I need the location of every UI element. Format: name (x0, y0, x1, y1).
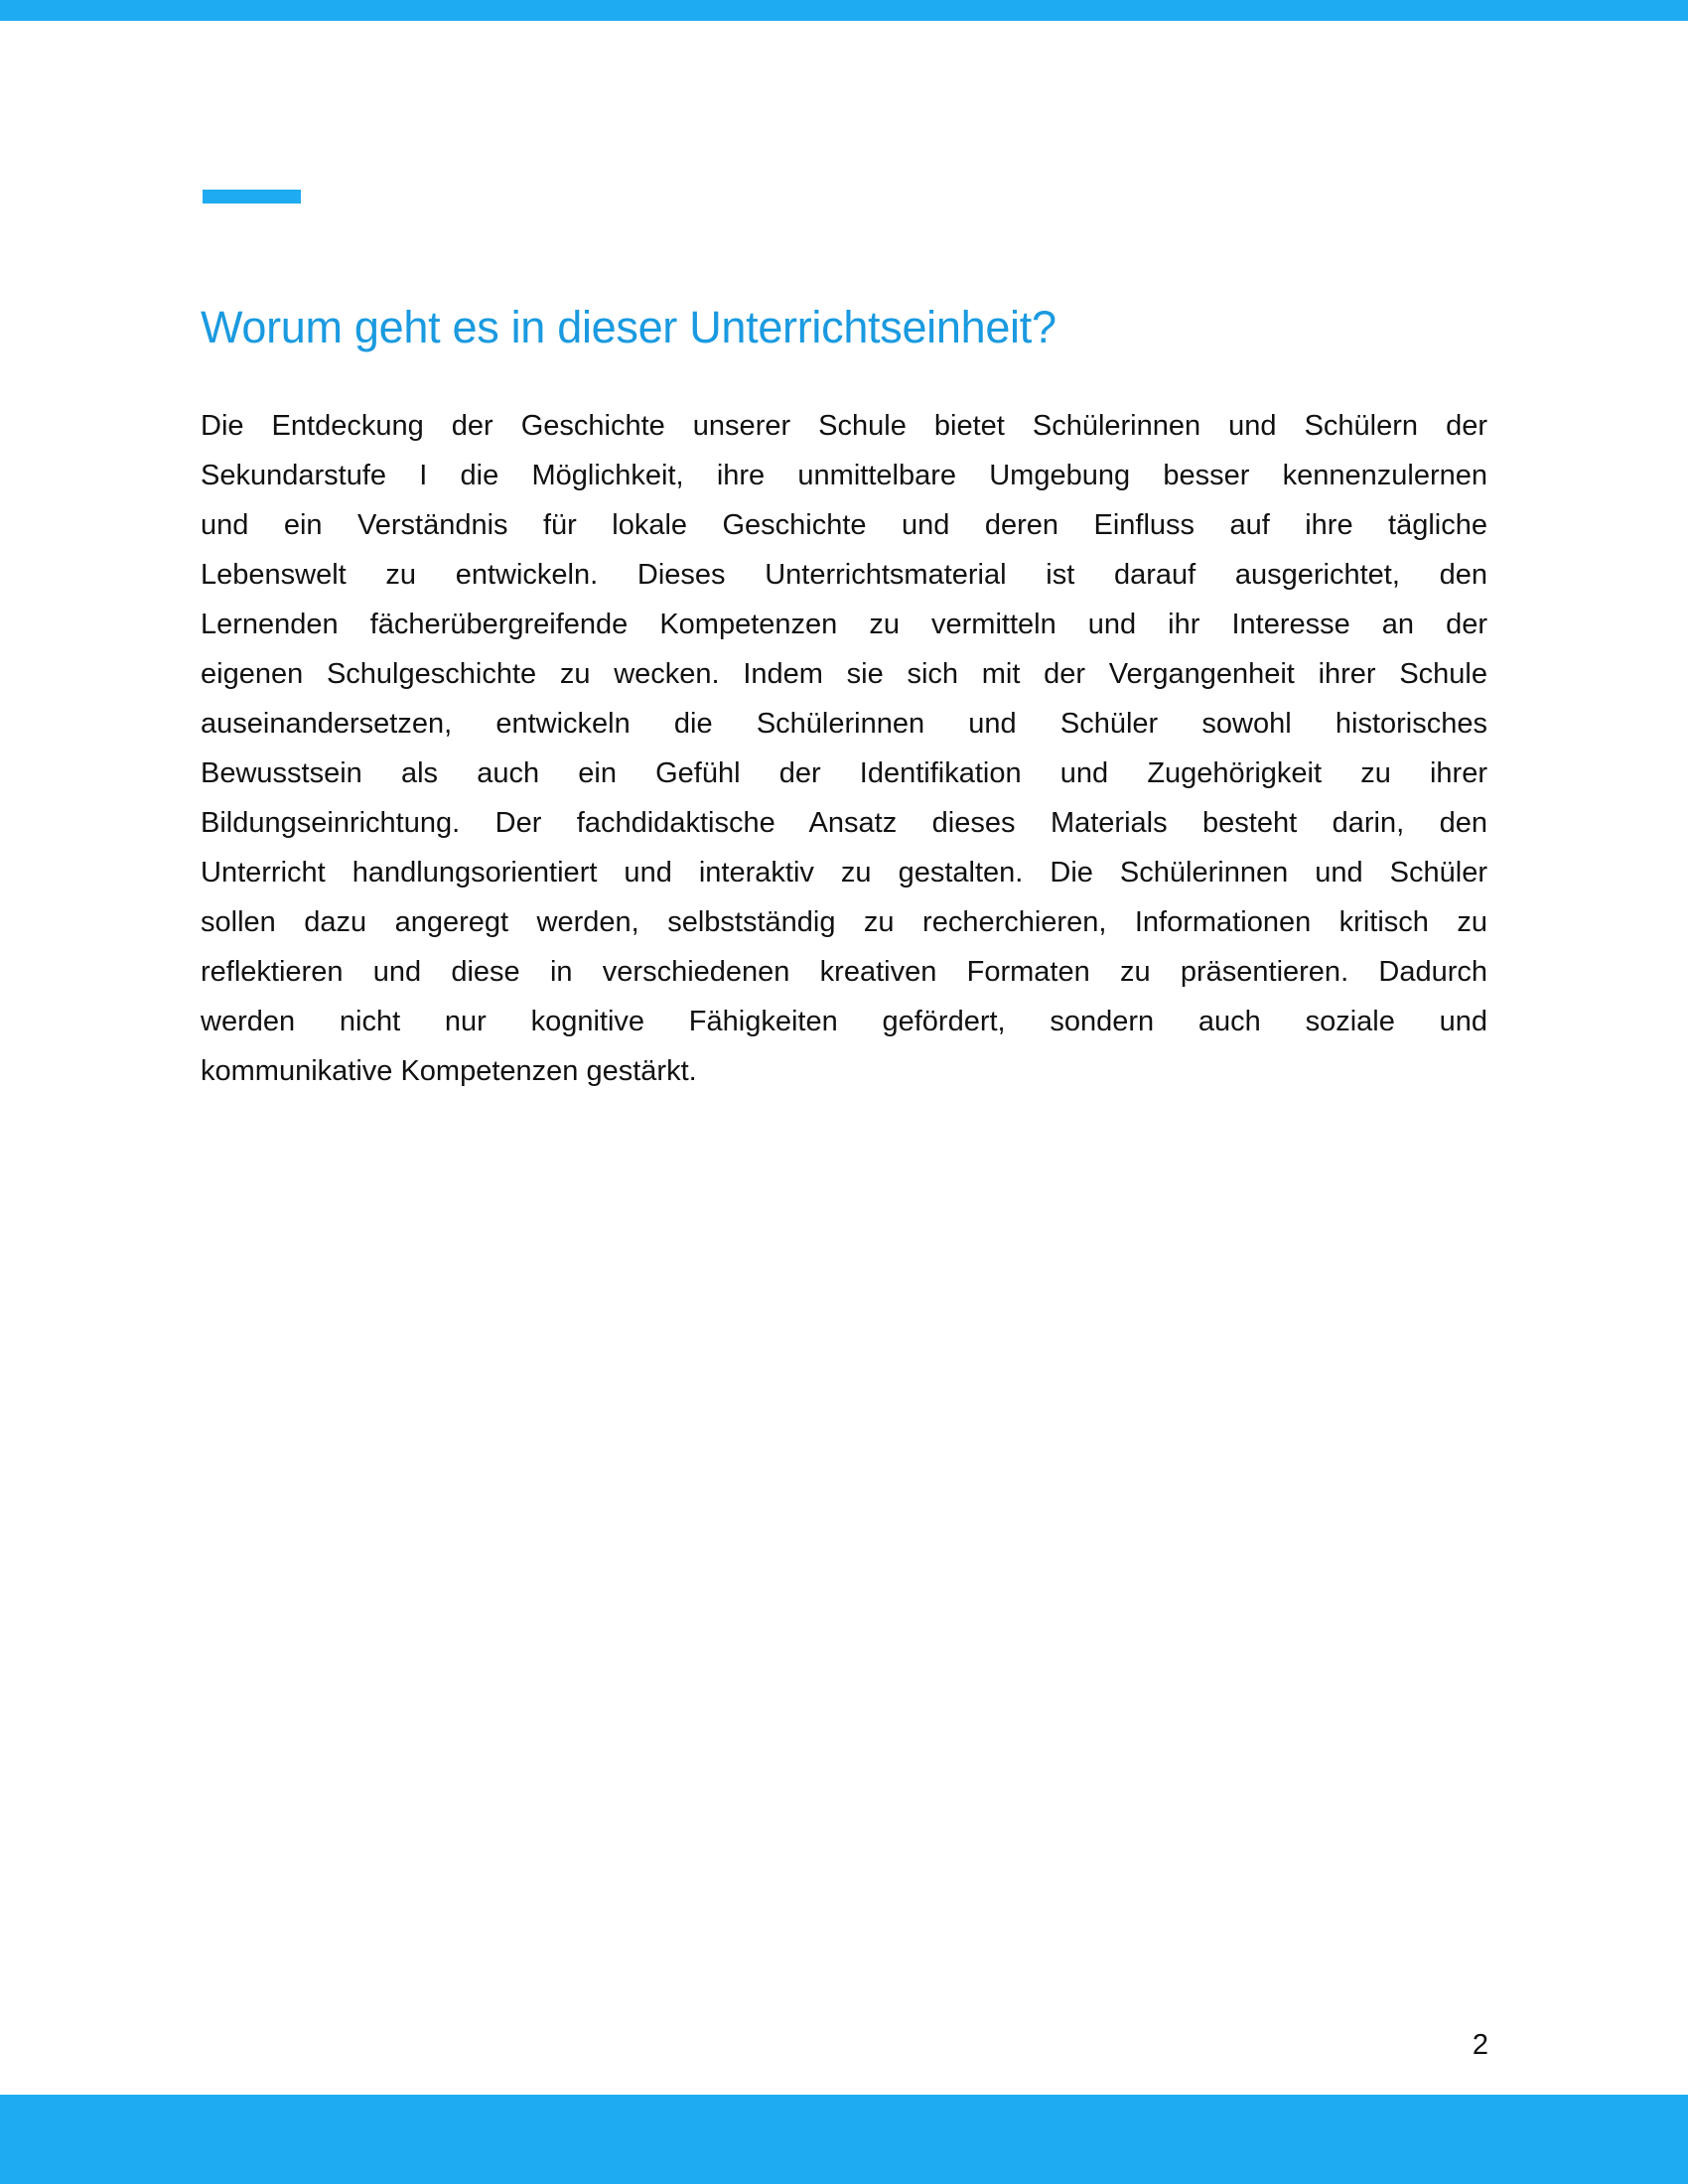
paragraph-line: und ein Verständnis für lokale Geschichte und deren Einfluss auf ihre tägliche (201, 509, 1487, 541)
bottom-accent-bar (0, 2095, 1688, 2184)
paragraph-line: Sekundarstufe I die Möglichkeit, ihre unmittelbare Umgebung besser kennenzulernen (201, 460, 1487, 491)
paragraph-line: Lernenden fächerübergreifende Kompetenzen zu vermitteln und ihr Interesse an der (201, 609, 1487, 640)
section-heading: Worum geht es in dieser Unterrichtseinheit? (201, 302, 1056, 352)
body-paragraph (201, 401, 1487, 1096)
paragraph-line: Die Entdeckung der Geschichte unserer Schule bietet Schülerinnen und Schülern der (201, 410, 1487, 442)
paragraph-line: eigenen Schulgeschichte zu wecken. Indem sie sich mit der Vergangenheit ihrer Schule (201, 658, 1487, 690)
paragraph-line: werden nicht nur kognitive Fähigkeiten gefördert, sondern auch soziale und (201, 1006, 1487, 1037)
paragraph-line: auseinandersetzen, entwickeln die Schülerinnen und Schüler sowohl historisches (201, 708, 1487, 740)
paragraph-line: reflektieren und diese in verschiedenen kreativen Formaten zu präsentieren. Dadurch (201, 956, 1487, 988)
top-accent-bar (0, 0, 1688, 21)
paragraph-line: Bildungseinrichtung. Der fachdidaktische Ansatz dieses Materials besteht darin, den (201, 807, 1487, 839)
page-number: 2 (1472, 2029, 1488, 2061)
section-accent-marker (203, 190, 301, 204)
paragraph-line: Unterricht handlungsorientiert und interaktiv zu gestalten. Die Schülerinnen und Schüler (201, 857, 1487, 888)
paragraph-line: Bewusstsein als auch ein Gefühl der Identifikation und Zugehörigkeit zu ihrer (201, 757, 1487, 789)
paragraph-line: sollen dazu angeregt werden, selbstständig zu recherchieren, Informationen kritisch zu (201, 906, 1487, 938)
paragraph-line: kommunikative Kompetenzen gestärkt. (201, 1055, 697, 1087)
paragraph-line: Lebenswelt zu entwickeln. Dieses Unterrichtsmaterial ist darauf ausgerichtet, den (201, 559, 1487, 591)
